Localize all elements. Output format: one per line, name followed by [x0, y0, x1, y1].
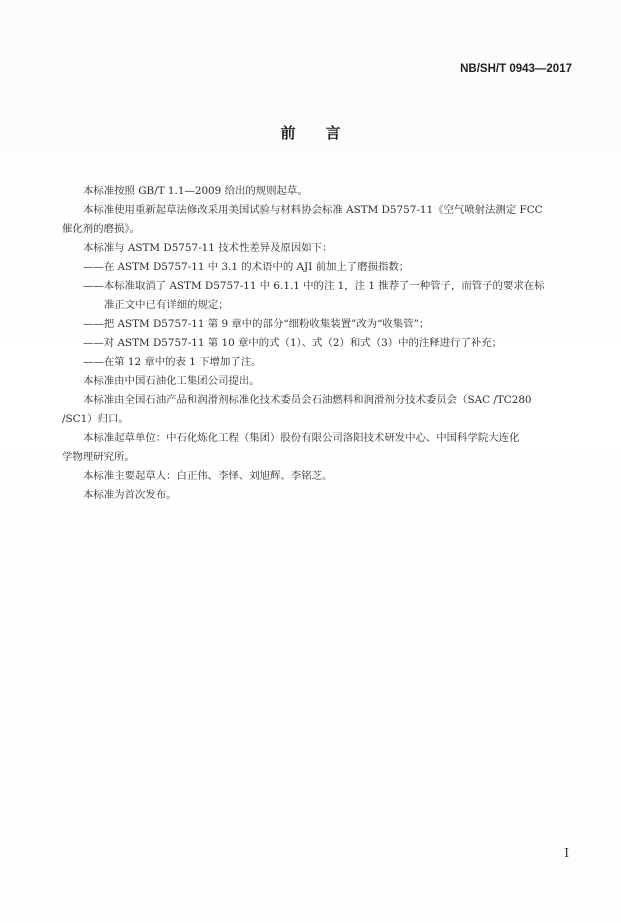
page-number: I — [564, 846, 569, 860]
paragraph-drafting-units-line1: 本标准起草单位：中石化炼化工程（集团）股份有限公司洛阳技术研发中心、中国科学院大连化 — [83, 432, 520, 444]
paragraph-drafting-units-line2: 学物理研究所。 — [62, 451, 135, 463]
page-title: 前言 — [280, 124, 371, 142]
paragraph-drafters: 本标准主要起草人：白正伟、李怿、刘旭辉、李铭芝。 — [83, 470, 333, 482]
paragraph-adoption-line2: 催化剂的磨损》。 — [62, 223, 140, 235]
difference-item-3: ——把 ASTM D5757-11 第 9 章中的部分“细粉收集装置”改为“收集管”； — [83, 318, 430, 330]
paragraph-adoption-line1: 本标准使用重新起草法修改采用美国试验与材料协会标准 ASTM D5757-11《空气喷射法测定 FCC — [83, 204, 543, 216]
paragraph-committee-line2: /SC1）归口。 — [62, 413, 129, 425]
difference-item-1: ——在 ASTM D5757-11 中 3.1 的术语中的 AJI 前加上了磨损指数； — [83, 261, 410, 273]
paragraph-differences-intro: 本标准与 ASTM D5757-11 技术性差异及原因如下： — [83, 242, 333, 254]
foreword-body — [62, 182, 580, 505]
paragraph-drafting-rules: 本标准按照 GB/T 1.1—2009 给出的规则起草。 — [83, 185, 308, 197]
difference-item-5: ——在第 12 章中的表 1 下增加了注。 — [83, 356, 262, 368]
difference-item-2-line2: 准正文中已有详细的规定； — [104, 299, 229, 311]
paragraph-proposer: 本标准由中国石油化工集团公司提出。 — [83, 375, 260, 387]
document-number: NB/SH/T 0943—2017 — [460, 63, 572, 75]
paragraph-first-release: 本标准为首次发布。 — [83, 489, 177, 501]
difference-item-2-line1: ——本标准取消了 ASTM D5757-11 中 6.1.1 中的注 1，注 1 推荐了一种管子，而管子的要求在标 — [83, 280, 545, 292]
paragraph-committee-line1: 本标准由全国石油产品和润滑剂标准化技术委员会石油燃料和润滑剂分技术委员会（SAC /TC280 — [83, 394, 532, 406]
difference-item-4: ——对 ASTM D5757-11 第 10 章中的式（1）、式（2）和式（3）中的注释进行了补充； — [83, 337, 503, 349]
